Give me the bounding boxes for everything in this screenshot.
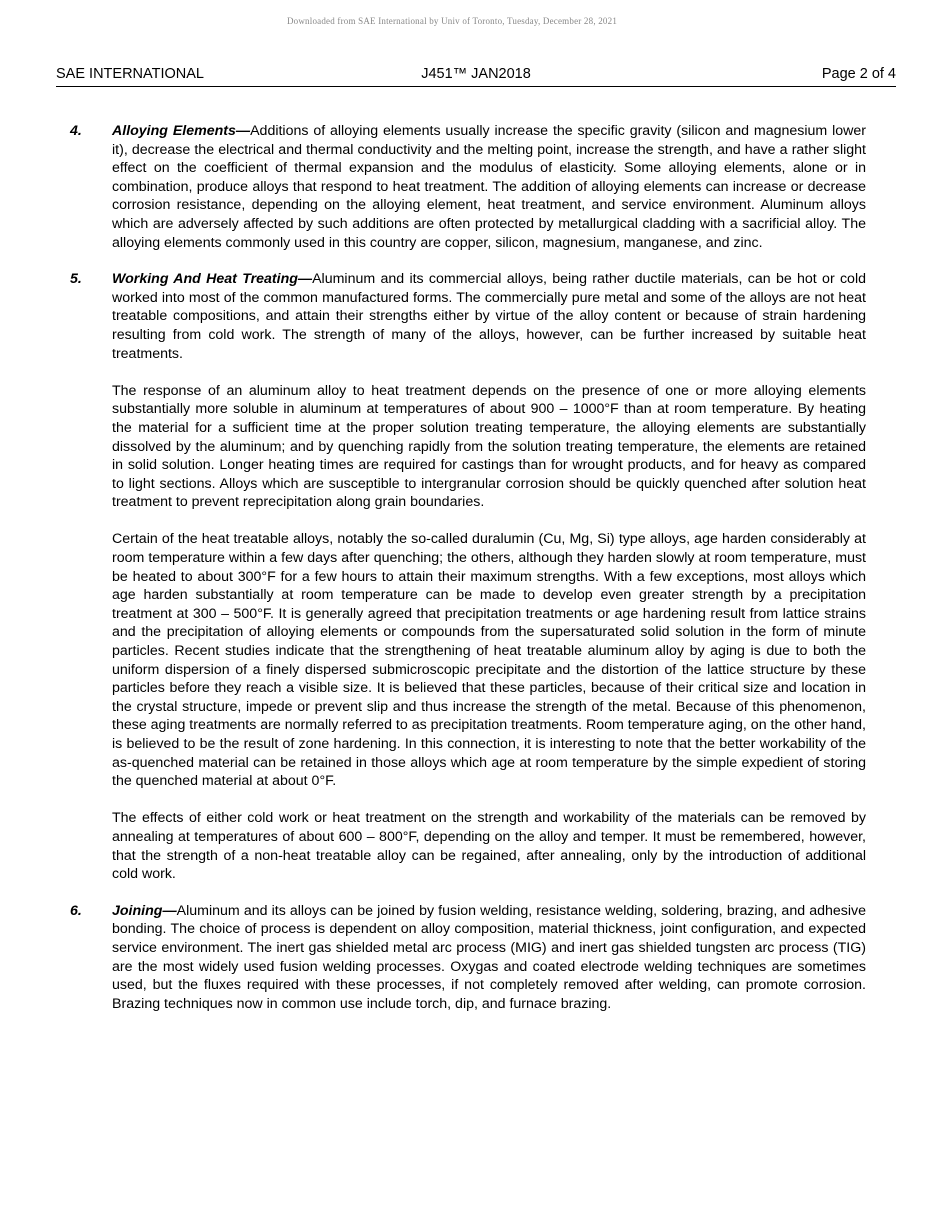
header-page-number: Page 2 of 4 [821, 66, 896, 82]
paragraph-text: Additions of alloying elements usually increase the specific gravity (silicon and magnesium lower it), decrease the electrical and thermal conductivity and the melting point, increase the strength, and have a rather slight effect on the coefficient of thermal expansion and the modulus of elasticity. Some alloying elements, alone or in combination, produce alloys that respond to heat treatment. The addition of alloying elements can increase or decrease corrosion resistance, depending on the alloying element, heat treatment, and service environment. Aluminum alloys which are adversely affected by such additions are often protected by metallurgical cladding with a sacrificial alloy. The alloying elements commonly used in this country are copper, silicon, magnesium, manganese, and zinc. [112, 123, 866, 251]
section-number: 6. [70, 902, 82, 919]
section-paragraph: The response of an aluminum alloy to heat treatment depends on the presence of one or more alloying elements substantially more soluble in aluminum at temperatures of about 900 – 1000°F than at room temperature. By heating the material for a sufficient time at the proper solution treating temperature, the alloying elements are substantially dissolved by the aluminum; and by quenching rapidly from the solution treating temperature, the elements are retained in solid solution. Longer heating times are required for castings than for wrought products, and for heavy as compared to light sections. Alloys which are susceptible to intergranular corrosion should be quickly quenched after solution heat treatment to prevent reprecipitation along grain boundaries. [112, 382, 866, 511]
section-working-heat-treating [70, 270, 866, 884]
section-paragraph [112, 902, 866, 1014]
section-paragraph: Certain of the heat treatable alloys, notably the so-called duralumin (Cu, Mg, Si) type alloys, age harden considerably at room temperature within a few days after quenching; the others, although they harden slowly at room temperature, must be heated to about 300°F for a few hours to attain their maximum strengths. With a few exceptions, most alloys which age harden substantially at room temperature can be made to develop even greater strength by a precipitation treatment at 300 – 500°F. It is generally agreed that precipitation treatments or age hardening result from lattice strains and the precipitation of alloying elements or compounds from the supersaturated solid solution in the form of minute particles. Recent studies indicate that the strengthening of heat treatable aluminum alloy by aging is due to both the uniform dispersion of a finely dispersed submicroscopic precipitate and the distortion of the lattice structure by these particles before they reach a visible size. It is believed that these particles, because of their critical size and location in the crystal structure, impede or prevent slip and thus increase the strength of the metal. Because of this phenomenon, these aging treatments are normally referred to as precipitation treatments. Room temperature aging, on the other hand, is believed to be the result of zone hardening. In this connection, it is interesting to note that the better workability of the as-quenched material can be retained in those alloys which age at room temperature by the simple expedient of storing the quenched material at about 0°F. [112, 531, 866, 790]
document-body [70, 122, 866, 1031]
section-number: 4. [70, 123, 82, 139]
section-paragraph [112, 122, 866, 252]
paragraph-text: Aluminum and its commercial alloys, being rather ductile materials, can be hot or cold worked into most of the common manufactured forms. The commercially pure metal and some of the alloys are not heat treatable compositions, and attain their strengths either by virtue of the alloy content or because of strain hardening resulting from cold work. The strength of many of the alloys, however, can be further increased by suitable heat treatments. [112, 271, 866, 362]
section-heading: Working And Heat Treating— [112, 271, 313, 288]
page-header [56, 66, 896, 87]
paragraph-text: Aluminum and its alloys can be joined by fusion welding, resistance welding, soldering, brazing, and adhesive bonding. The choice of process is dependent on alloy composition, material thickness, joint configuration, and expected service environment. The inert gas shielded metal arc process (MIG) and inert gas shielded tungsten arc process (TIG) are the most widely used fusion welding processes. Oxygas and coated electrode welding techniques are sometimes used, but the fluxes required with these processes, if not completely removed after welding, can promote corrosion. Brazing techniques now in common use include torch, dip, and furnace brazing. [112, 902, 866, 1012]
header-organization: SAE INTERNATIONAL [56, 66, 204, 82]
section-number: 5. [70, 271, 82, 288]
section-heading: Joining— [112, 902, 177, 919]
download-watermark: Downloaded from SAE International by Univ of Toronto, Tuesday, December 28, 2021 [286, 16, 618, 26]
section-joining [70, 902, 866, 1014]
section-paragraph [112, 270, 866, 363]
section-paragraph: The effects of either cold work or heat treatment on the strength and workability of the materials can be removed by annealing at temperatures of about 600 – 800°F, depending on the alloy and temper. It must be remembered, however, that the strength of a non-heat treatable alloy can be regained, after annealing, only by the introduction of additional cold work. [112, 810, 866, 883]
section-alloying-elements [70, 122, 866, 252]
section-heading: Alloying Elements— [112, 123, 251, 139]
header-document-id: J451™ JAN2018 [421, 66, 531, 82]
